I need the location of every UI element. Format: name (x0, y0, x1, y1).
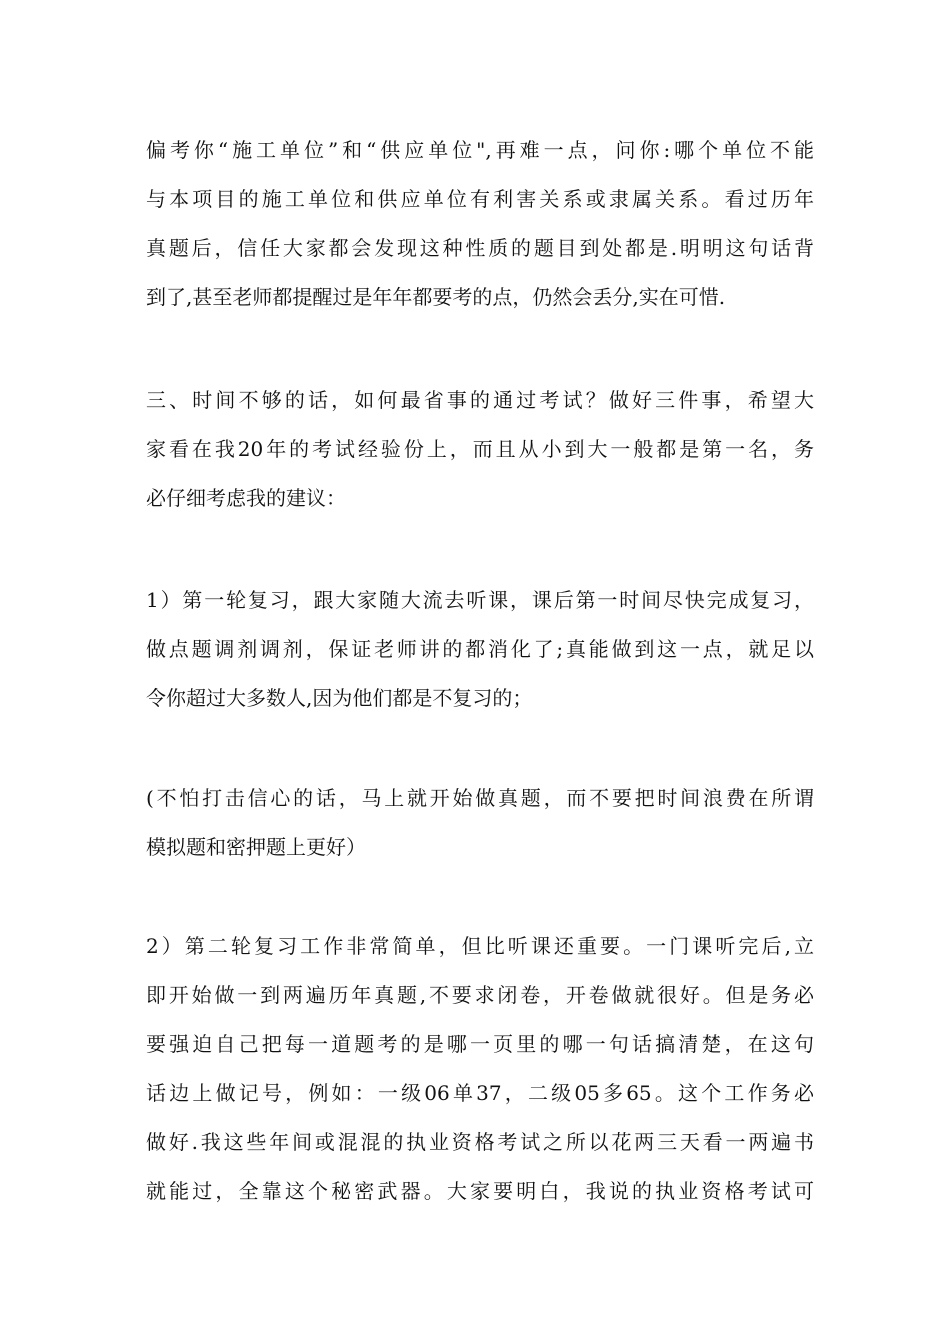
text-line: 2）第二轮复习工作非常简单，但比听课还重要。一门课听完后,立 (146, 934, 814, 958)
text-line: 偏考你“施工单位”和“供应单位",再难一点，问你:哪个单位不能 (146, 138, 814, 162)
text-line: 三、时间不够的话，如何最省事的通过考试？做好三件事，希望大 (146, 388, 814, 412)
paragraph-exam-trap (146, 126, 814, 322)
text-line: 要强迫自己把每一道题考的是哪一页里的哪一句话搞清楚，在这句 (146, 1032, 814, 1056)
text-line: 真题后，信任大家都会发现这种性质的题目到处都是.明明这句话背 (146, 236, 814, 260)
text-line: 做好.我这些年间或混混的执业资格考试之所以花两三天看一两遍书 (146, 1130, 814, 1154)
text-line: 话边上做记号，例如：一级06单37，二级05多65。这个工作务必 (146, 1081, 814, 1105)
paragraph-first-review (146, 576, 814, 723)
text-line: 就能过，全靠这个秘密武器。大家要明白，我说的执业资格考试可 (146, 1179, 814, 1203)
text-line: 家看在我20年的考试经验份上，而且从小到大一般都是第一名，务 (146, 437, 814, 461)
text-line: 即开始做一到两遍历年真题,不要求闭卷，开卷做就很好。但是务必 (146, 983, 814, 1007)
paragraph-section-three (146, 376, 814, 523)
text-line: 必仔细考虑我的建议： (146, 486, 346, 510)
text-line: (不怕打击信心的话，马上就开始做真题，而不要把时间浪费在所谓 (146, 786, 814, 810)
text-line: 做点题调剂调剂，保证老师讲的都消化了;真能做到这一点，就足以 (146, 637, 814, 661)
text-line: 令你超过大多数人,因为他们都是不复习的； (146, 686, 533, 710)
text-line: 与本项目的施工单位和供应单位有利害关系或隶属关系。看过历年 (146, 187, 814, 211)
text-line: 1）第一轮复习，跟大家随大流去听课，课后第一时间尽快完成复习， (146, 588, 814, 612)
text-line: 到了,甚至老师都提醒过是年年都要考的点，仍然会丢分,实在可惜. (146, 285, 726, 309)
text-line: 模拟题和密押题上更好） (146, 835, 366, 859)
paragraph-parenthetical-note (146, 774, 814, 872)
paragraph-second-review (146, 922, 814, 1216)
